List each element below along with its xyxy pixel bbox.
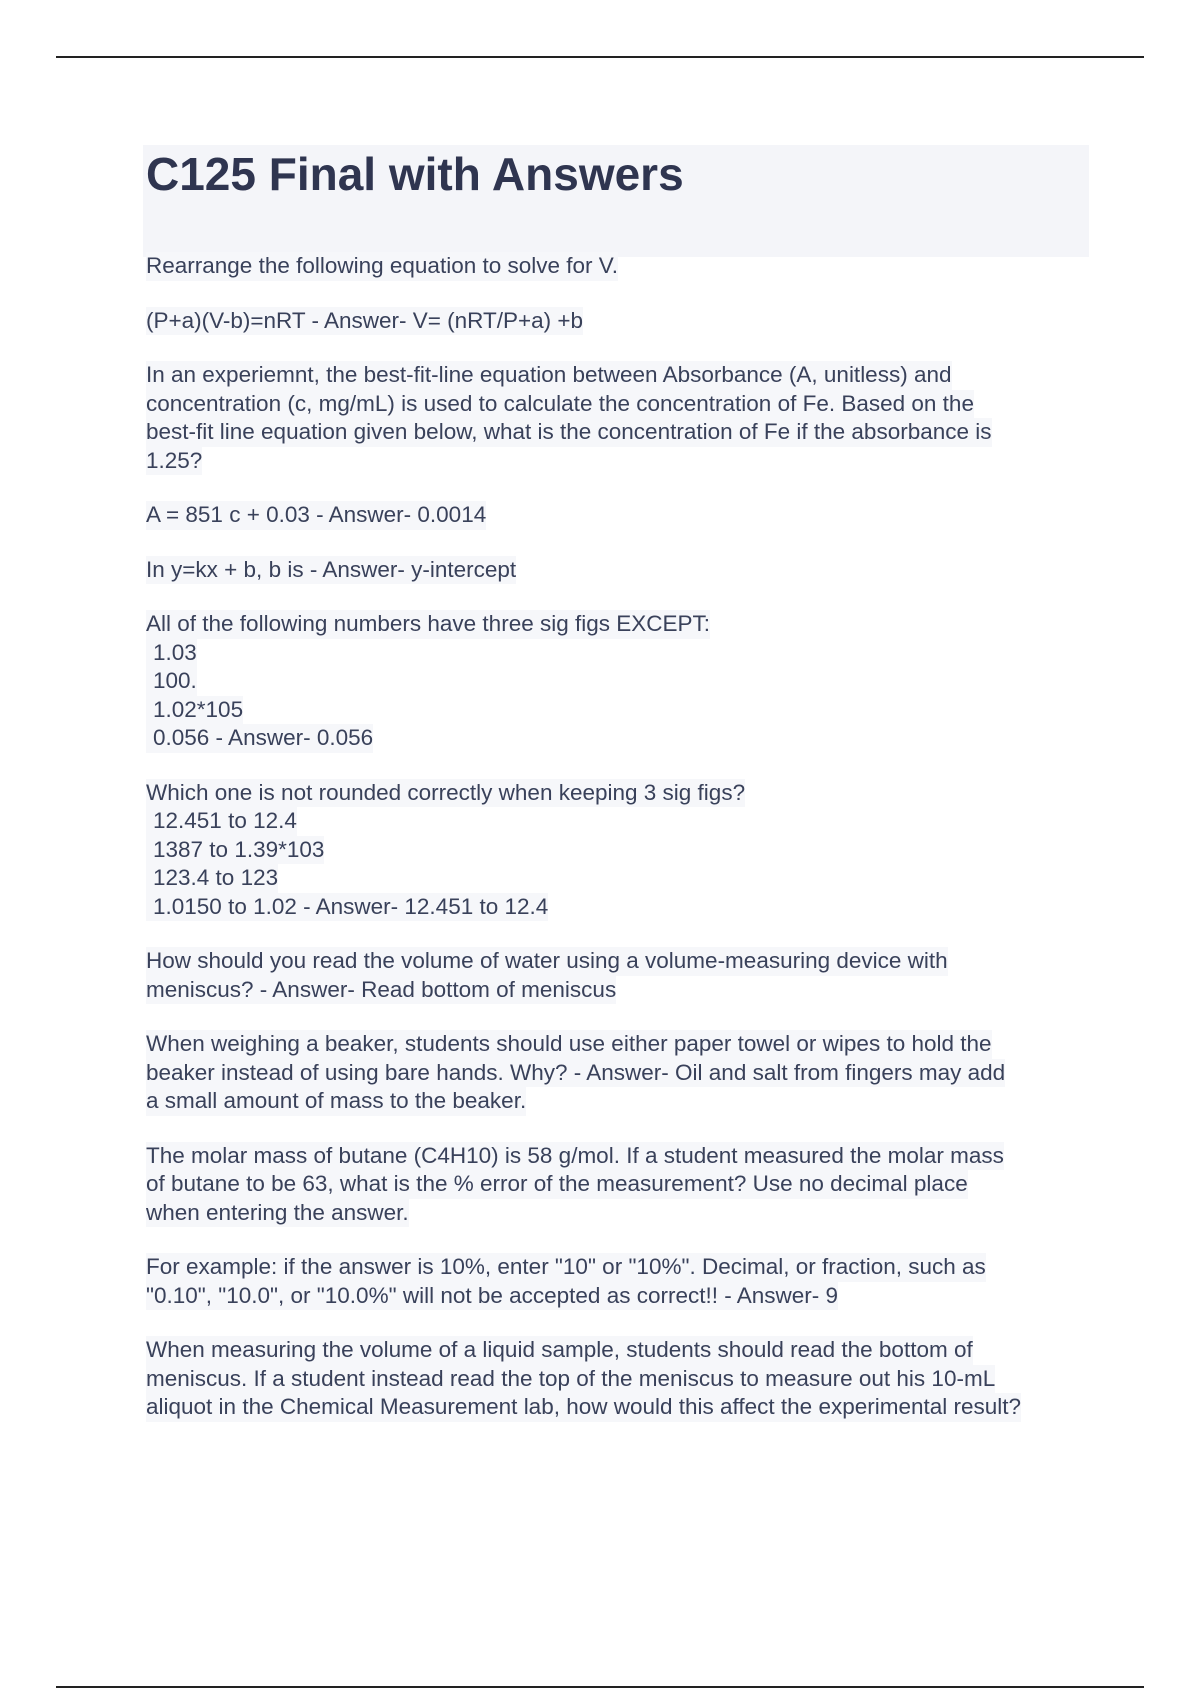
text-line: "0.10", "10.0", or "10.0%" will not be accepted as correct!! - Answer- 9 [146,1282,838,1311]
paragraph [146,361,1096,475]
option-line: 12.451 to 12.4 [146,807,297,836]
text-line: All of the following numbers have three sig figs EXCEPT: [146,610,710,639]
paragraph [146,556,1096,585]
text-line: Rearrange the following equation to solve for V. [146,252,618,281]
paragraph [146,307,1096,336]
text-line: of butane to be 63, what is the % error of the measurement? Use no decimal place [146,1170,968,1199]
text-line: The molar mass of butane (C4H10) is 58 g/mol. If a student measured the molar mass [146,1142,1004,1171]
paragraph [146,1142,1096,1228]
header-rule [56,56,1144,58]
text-line: aliquot in the Chemical Measurement lab, how would this affect the experimental result? [146,1393,1021,1422]
paragraph [146,1253,1096,1310]
text-line: 1.25? [146,447,202,476]
option-line: 100. [146,667,197,696]
paragraph [146,252,1096,281]
paragraph [146,610,1096,753]
option-line: 0.056 - Answer- 0.056 [146,724,373,753]
footer-rule [56,1686,1144,1688]
text-line: a small amount of mass to the beaker. [146,1087,526,1116]
paragraph [146,947,1096,1004]
text-line: How should you read the volume of water using a volume-measuring device with [146,947,948,976]
text-line: beaker instead of using bare hands. Why? - Answer- Oil and salt from fingers may add [146,1059,1005,1088]
document-body [146,252,1096,1448]
paragraph [146,1336,1096,1422]
paragraph [146,1030,1096,1116]
option-line: 1.03 [146,639,197,668]
text-line: In an experiemnt, the best-fit-line equation between Absorbance (A, unitless) and [146,361,952,390]
paragraph [146,501,1096,530]
text-line: A = 851 c + 0.03 - Answer- 0.0014 [146,501,486,530]
option-line: 123.4 to 123 [146,864,278,893]
text-line: meniscus? - Answer- Read bottom of meniscus [146,976,616,1005]
text-line: (P+a)(V-b)=nRT - Answer- V= (nRT/P+a) +b [146,307,583,336]
text-line: concentration (c, mg/mL) is used to calculate the concentration of Fe. Based on the [146,390,974,419]
option-line: 1.0150 to 1.02 - Answer- 12.451 to 12.4 [146,893,548,922]
text-line: For example: if the answer is 10%, enter "10" or "10%". Decimal, or fraction, such as [146,1253,986,1282]
text-line: best-fit line equation given below, what is the concentration of Fe if the absorbance is [146,418,992,447]
option-line: 1.02*105 [146,696,243,725]
text-line: when entering the answer. [146,1199,409,1228]
paragraph [146,779,1096,922]
text-line: When weighing a beaker, students should use either paper towel or wipes to hold the [146,1030,992,1059]
text-line: In y=kx + b, b is - Answer- y-intercept [146,556,516,585]
text-line: meniscus. If a student instead read the top of the meniscus to measure out his 10-mL [146,1365,995,1394]
text-line: Which one is not rounded correctly when keeping 3 sig figs? [146,779,745,808]
option-line: 1387 to 1.39*103 [146,836,324,865]
document-title: C125 Final with Answers [146,148,684,200]
text-line: When measuring the volume of a liquid sample, students should read the bottom of [146,1336,973,1365]
